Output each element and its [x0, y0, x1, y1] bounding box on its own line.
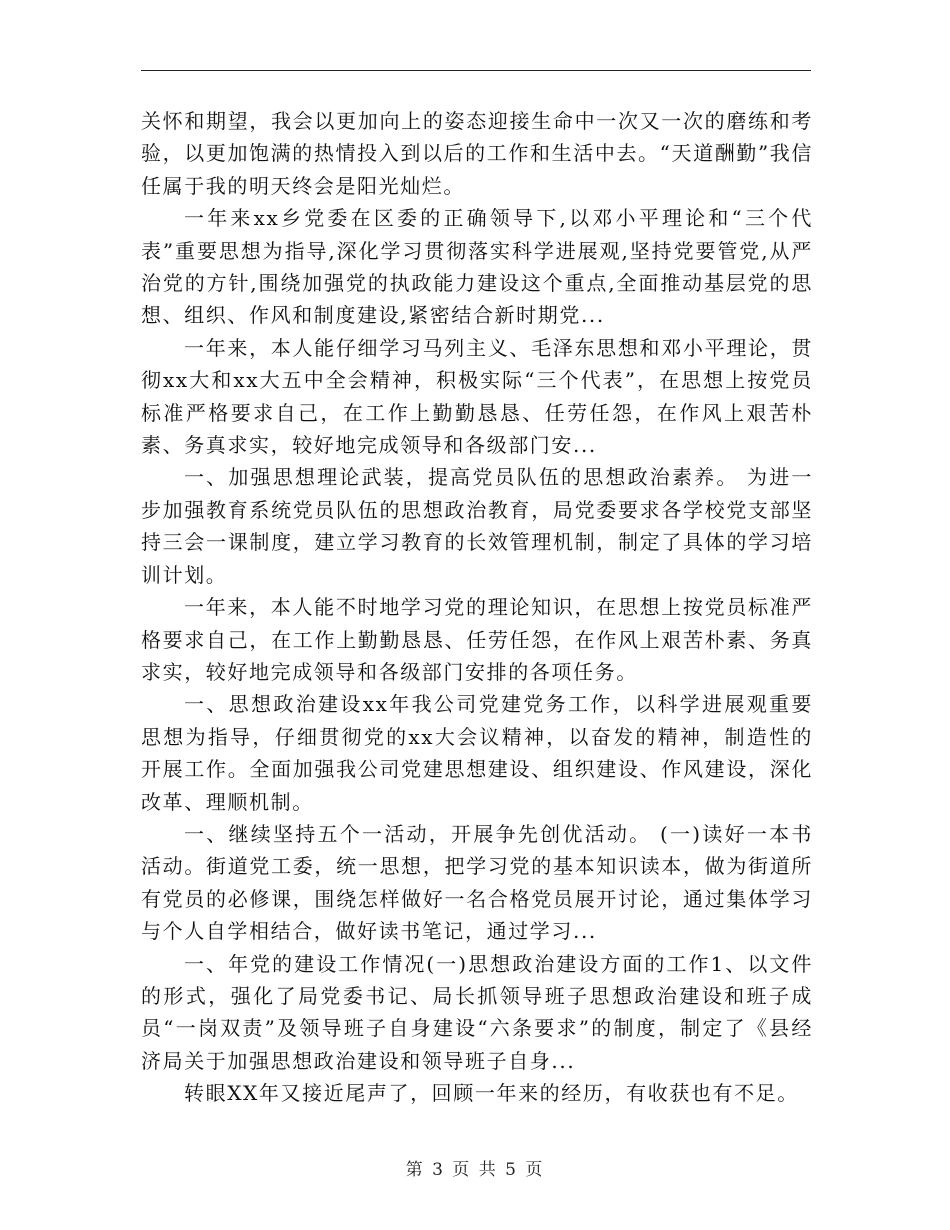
header-rule [141, 70, 811, 71]
page-number-footer: 第 3 页 共 5 页 [405, 1160, 545, 1180]
paragraph-1: 关怀和期望，我会以更加向上的姿态迎接生命中一次又一次的磨练和考验，以更加饱满的热情投入到以后的工作和生活中去。“天道酬勤”我信任属于我的明天终会是阳光灿烂。 [141, 109, 813, 198]
paragraph-4: 一、加强思想理论武装，提高党员队伍的思想政治素养。 为进一步加强教育系统党员队伍的思想政治教育，局党委要求各学校党支部坚持三会一课制度，建立学习教育的长效管理机制，制定了具体的学习培训计划。 [141, 465, 813, 587]
paragraph-3: 一年来，本人能仔细学习马列主义、毛泽东思想和邓小平理论，贯彻xx大和xx大五中全会精神，积极实际“三个代表”，在思想上按党员标准严格要求自己，在工作上勤勤恳恳、任劳任怨，在作风上艰苦朴素、务真求实，较好地完成领导和各级部门安... [141, 335, 813, 458]
paragraph-5: 一年来，本人能不时地学习党的理论知识，在思想上按党员标准严格要求自己，在工作上勤勤恳恳、任劳任怨，在作风上艰苦朴素、务真求实，较好地完成领导和各级部门安排的各项任务。 [141, 595, 813, 684]
paragraph-2: 一年来xx乡党委在区委的正确领导下,以邓小平理论和“三个代表”重要思想为指导,深化学习贯彻落实科学进展观,坚持党要管党,从严治党的方针,围绕加强党的执政能力建设这个重点,全面推动基层党的思想、组织、作风和制度建设,紧密结合新时期党... [141, 206, 813, 328]
paragraph-8: 一、年党的建设工作情况(一)思想政治建设方面的工作1、以文件的形式，强化了局党委书记、局长抓领导班子思想政治建设和班子成员“一岗双责”及领导班子自身建设“六条要求”的制度，制定了《县经济局关于加强思想政治建设和领导班子自身... [141, 951, 813, 1073]
paragraph-6: 一、思想政治建设xx年我公司党建党务工作，以科学进展观重要思想为指导，仔细贯彻党的xx大会议精神，以奋发的精神，制造性的开展工作。全面加强我公司党建思想建设、组织建设、作风建设，深化改革、理顺机制。 [141, 692, 813, 814]
document-body [141, 105, 813, 1110]
paragraph-7: 一、继续坚持五个一活动，开展争先创优活动。 (一)读好一本书活动。街道党工委，统一思想，把学习党的基本知识读本，做为街道所有党员的必修课，围绕怎样做好一名合格党员展开讨论，通过集体学习与个人自学相结合，做好读书笔记，通过学习... [141, 821, 813, 944]
paragraph-9: 转眼XX年又接近尾声了，回顾一年来的经历，有收获也有不足。 [184, 1081, 799, 1106]
